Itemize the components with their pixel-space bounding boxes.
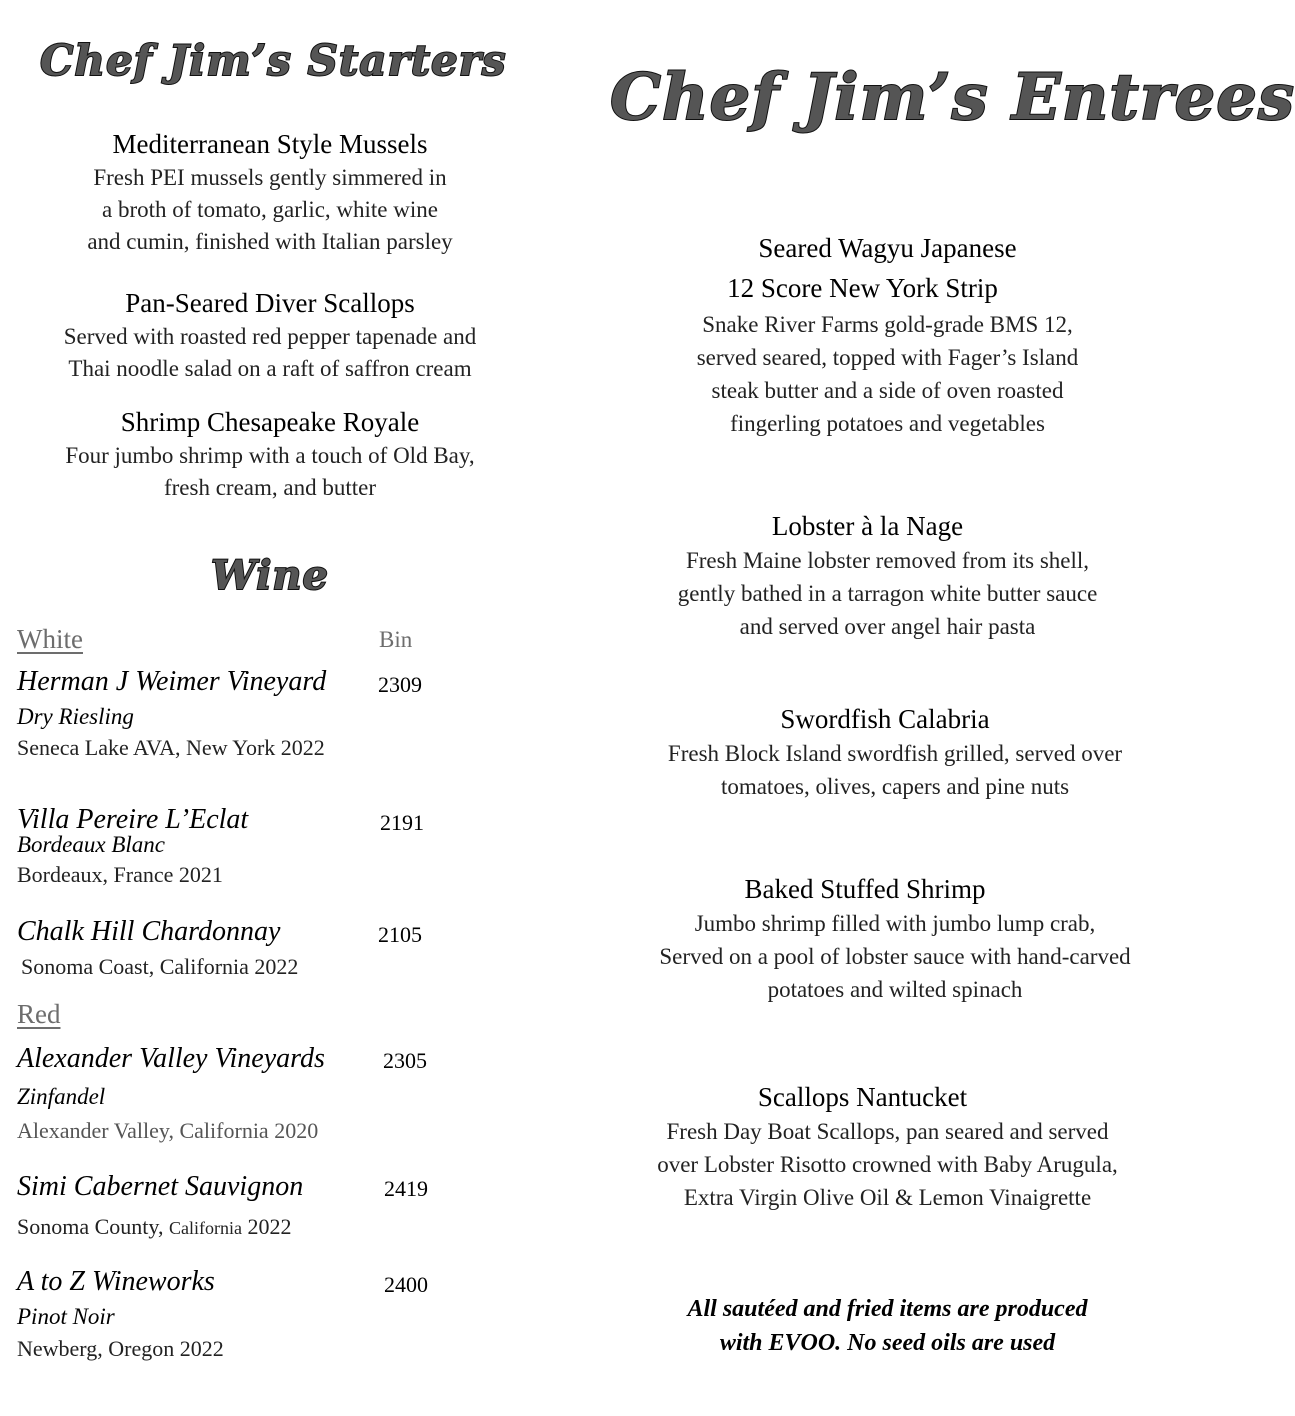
dish-desc-line: Served with roasted red pepper tapenade and: [63, 324, 477, 349]
dish-name: Lobster à la Nage: [771, 511, 964, 541]
wine-bin: 2191: [380, 810, 424, 835]
dish-name: Seared Wagyu Japanese: [758, 233, 1017, 263]
dish-name: Baked Stuffed Shrimp: [744, 874, 986, 904]
footer-note-line: All sautéed and fried items are produced: [687, 1296, 1088, 1322]
dish-desc-line: potatoes and wilted spinach: [767, 977, 1023, 1002]
entree-item: [590, 508, 1145, 643]
wine-region-part: 2022: [247, 1214, 292, 1239]
entree-item: [600, 1079, 1175, 1214]
dish-desc-line: and cumin, finished with Italian parsley: [87, 229, 453, 254]
dish-name: Pan-Seared Diver Scallops: [125, 288, 415, 318]
wine-name: Villa Pereire L’Eclat: [17, 804, 249, 835]
wine-bin: 2105: [378, 922, 422, 947]
wine-region: Sonoma Coast, California 2022: [21, 954, 299, 979]
wine-name: Alexander Valley Vineyards: [17, 1043, 325, 1074]
dish-desc-line: steak butter and a side of oven roasted: [711, 378, 1064, 403]
dish-desc-line: tomatoes, olives, capers and pine nuts: [720, 774, 1070, 799]
entrees-title: Chef Jim’s Entrees: [610, 60, 1295, 135]
wine-bin: 2309: [378, 672, 422, 697]
dish-desc-line: Jumbo shrimp filled with jumbo lump crab,: [694, 911, 1096, 936]
starters-title: Chef Jim’s Starters: [40, 36, 507, 85]
wine-region: Newberg, Oregon 2022: [17, 1336, 224, 1361]
wine-bin: 2305: [383, 1048, 427, 1073]
bin-header: Bin: [379, 627, 413, 652]
entree-item: [615, 228, 1160, 440]
wine-title: Wine: [211, 552, 329, 599]
dish-name: Scallops Nantucket: [757, 1082, 968, 1112]
wine-region-part: Sonoma County,: [17, 1214, 164, 1239]
dish-desc-line: a broth of tomato, garlic, white wine: [102, 197, 438, 222]
wine-name: Simi Cabernet Sauvignon: [17, 1171, 304, 1202]
wine-varietal: Zinfandel: [17, 1084, 106, 1109]
dish-name: Shrimp Chesapeake Royale: [120, 407, 420, 437]
wine-varietal: Dry Riesling: [17, 704, 134, 729]
dish-desc-line: and served over angel hair pasta: [739, 614, 1036, 639]
dish-desc-line: Served on a pool of lobster sauce with hand-carved: [659, 944, 1131, 969]
starter-item: [40, 126, 500, 258]
wine-varietal: Pinot Noir: [17, 1304, 115, 1329]
wine-section-white: White: [17, 624, 83, 654]
wine-name: Herman J Weimer Vineyard: [17, 666, 327, 697]
dish-desc-line: served seared, topped with Fager’s Island: [696, 345, 1079, 370]
footer-note: [620, 1292, 1155, 1360]
dish-desc-line: Snake River Farms gold-grade BMS 12,: [702, 312, 1073, 337]
dish-name: Mediterranean Style Mussels: [112, 129, 428, 159]
wine-name: A to Z Wineworks: [17, 1266, 215, 1297]
dish-desc-line: fingerling potatoes and vegetables: [730, 411, 1045, 436]
wine-region: Seneca Lake AVA, New York 2022: [17, 735, 325, 760]
dish-desc-line: Thai noodle salad on a raft of saffron cream: [68, 356, 472, 381]
entree-item: [615, 871, 1175, 1006]
wine-name: Chalk Hill Chardonnay: [17, 916, 281, 947]
dish-desc-line: Fresh Day Boat Scallops, pan seared and served: [666, 1119, 1109, 1144]
dish-name: 12 Score New York Strip: [727, 273, 998, 303]
dish-desc-line: Extra Virgin Olive Oil & Lemon Vinaigrette: [683, 1185, 1092, 1210]
wine-region: Bordeaux, France 2021: [17, 862, 223, 887]
dish-desc-line: fresh cream, and butter: [163, 475, 376, 500]
entree-item: [595, 701, 1175, 803]
footer-note-line: with EVOO. No seed oils are used: [719, 1330, 1056, 1356]
wine-bin: 2419: [384, 1176, 428, 1201]
dish-desc-line: over Lobster Risotto crowned with Baby Arugula,: [657, 1152, 1118, 1177]
dish-desc-line: Fresh PEI mussels gently simmered in: [93, 165, 447, 190]
wine-bin: 2400: [384, 1272, 428, 1297]
starter-item: [20, 285, 520, 385]
dish-desc-line: Fresh Block Island swordfish grilled, served over: [667, 741, 1123, 766]
starter-item: [20, 404, 520, 504]
wine-varietal: Bordeaux Blanc: [17, 832, 165, 857]
dish-desc-line: Fresh Maine lobster removed from its shell,: [685, 548, 1090, 573]
dish-name: Swordfish Calabria: [780, 704, 990, 734]
wine-region-part: California: [168, 1218, 242, 1238]
wine-section-red: Red: [17, 999, 61, 1029]
wine-region: [17, 1214, 291, 1240]
wine-region: Alexander Valley, California 2020: [17, 1118, 319, 1143]
dish-desc-line: Four jumbo shrimp with a touch of Old Bay,: [65, 443, 475, 468]
dish-desc-line: gently bathed in a tarragon white butter sauce: [677, 581, 1098, 606]
